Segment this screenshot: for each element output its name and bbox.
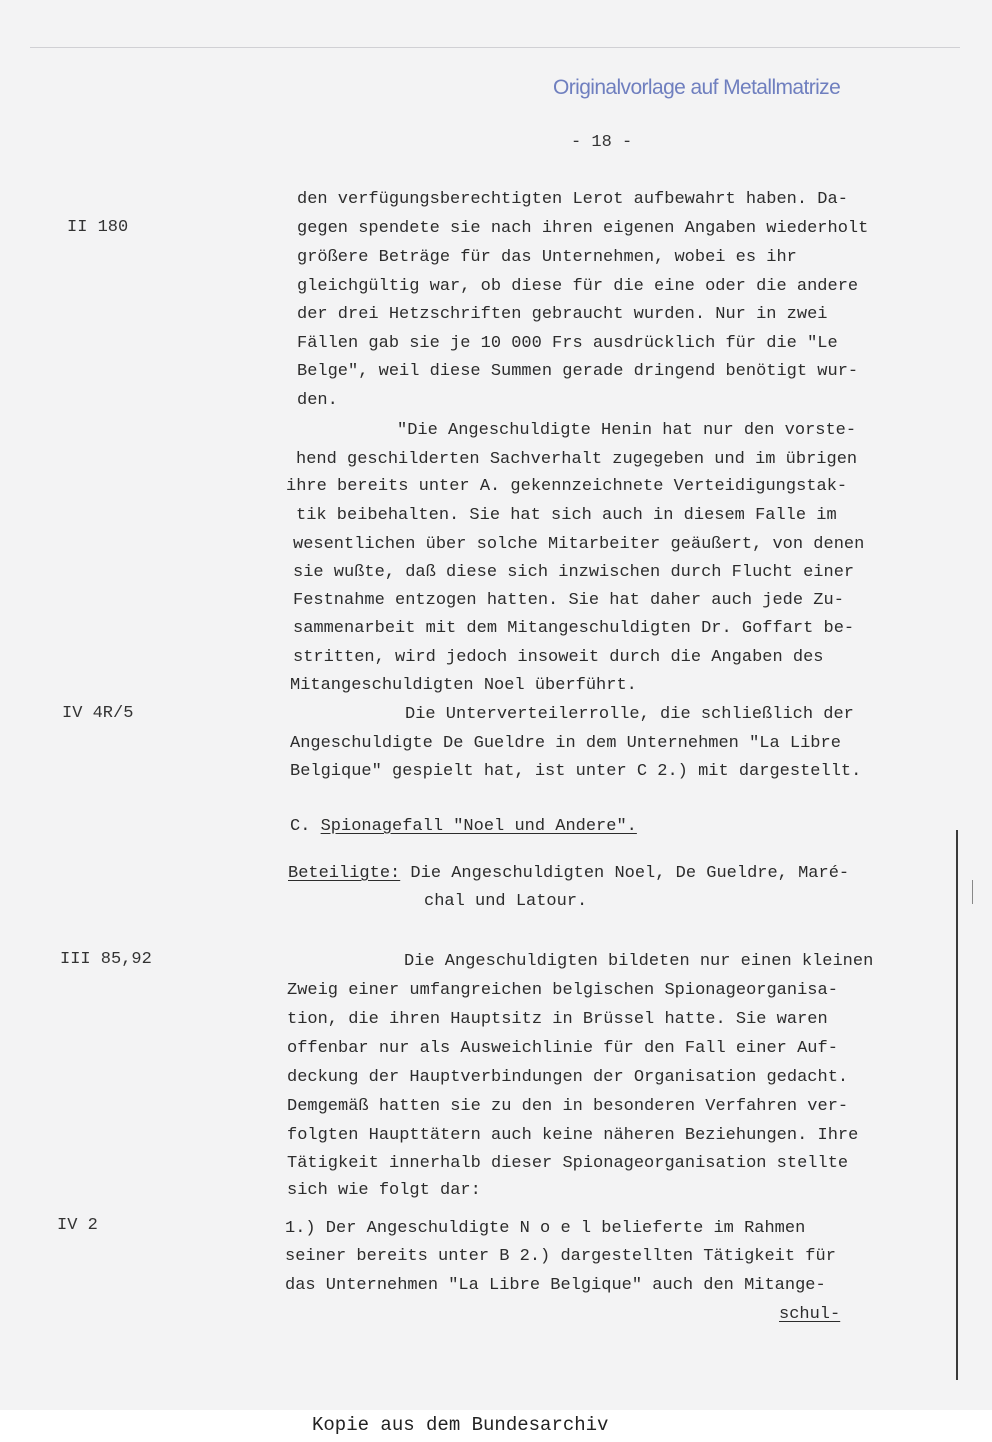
text-line: den. (297, 391, 338, 410)
participants-label: Beteiligte: (288, 864, 401, 883)
continuation-word: schul- (779, 1305, 841, 1324)
text-line: hend geschilderten Sachverhalt zugegeben und im übrigen (296, 450, 858, 469)
text-line: wesentlichen über solche Mitarbeiter geäußert, von denen (293, 535, 865, 554)
margin-ref: IV 2 (57, 1216, 98, 1235)
text-line: Tätigkeit innerhalb dieser Spionageorganisation stellte (287, 1154, 849, 1173)
text-line: größere Beträge für das Unternehmen, wobei es ihr (297, 248, 797, 267)
margin-ref: II 180 (67, 218, 129, 237)
text-line: Mitangeschuldigten Noel überführt. (290, 676, 637, 695)
page-side-edge (956, 830, 958, 1380)
text-line: Festnahme entzogen hatten. Sie hat daher auch jede Zu- (293, 591, 844, 610)
text-line: den verfügungsberechtigten Lerot aufbewahrt haben. Da- (297, 190, 848, 209)
page-number: - 18 - (571, 133, 633, 152)
text-line: Demgemäß hatten sie zu den in besonderen Verfahren ver- (287, 1097, 849, 1116)
margin-mark (972, 880, 973, 904)
text-line: Die Unterverteilerrolle, die schließlich der (405, 705, 854, 724)
text-line: tik beibehalten. Sie hat sich auch in diesem Falle im (296, 506, 837, 525)
archive-footer: Kopie aus dem Bundesarchiv (312, 1414, 609, 1436)
text-line: folgten Haupttätern auch keine näheren Beziehungen. Ihre (287, 1126, 859, 1145)
text-line: Die Angeschuldigten bildeten nur einen kleinen (404, 952, 874, 971)
text-line: Belgique" gespielt hat, ist unter C 2.) mit dargestellt. (290, 762, 862, 781)
section-heading (290, 817, 637, 837)
text-line: 1.) Der Angeschuldigte N o e l belieferte im Rahmen (285, 1219, 806, 1238)
text-line: Fällen gab sie je 10 000 Frs ausdrücklich für die "Le (297, 334, 838, 353)
text-line: ihre bereits unter A. gekennzeichnete Verteidigungstak- (286, 477, 848, 496)
text-line: sie wußte, daß diese sich inzwischen durch Flucht einer (293, 563, 855, 582)
section-prefix: C. (290, 817, 311, 836)
text-line: tion, die ihren Hauptsitz in Brüssel hatte. Sie waren (287, 1010, 828, 1029)
text-line: chal und Latour. (424, 892, 588, 911)
text-line: Angeschuldigte De Gueldre in dem Unternehmen "La Libre (290, 734, 841, 753)
participants-names: Die Angeschuldigten Noel, De Gueldre, Maré- (410, 864, 850, 883)
text-line: gleichgültig war, ob diese für die eine oder die andere (297, 277, 859, 296)
margin-ref: III 85,92 (60, 950, 152, 969)
text-line: stritten, wird jedoch insoweit durch die Angaben des (293, 648, 824, 667)
metal-matrix-stamp: Originalvorlage auf Metallmatrize (553, 76, 841, 99)
text-line: das Unternehmen "La Libre Belgique" auch den Mitange- (285, 1276, 826, 1295)
text-line: der drei Hetzschriften gebraucht wurden. Nur in zwei (297, 305, 828, 324)
participants-line (288, 864, 849, 884)
text-line: seiner bereits unter B 2.) dargestellten Tätigkeit für (285, 1247, 836, 1266)
margin-ref: IV 4R/5 (62, 704, 134, 723)
text-line: Belge", weil diese Summen gerade dringend benötigt wur- (297, 362, 859, 381)
text-line: Zweig einer umfangreichen belgischen Spionageorganisa- (287, 981, 838, 1000)
page-top-edge (30, 47, 960, 48)
text-line: sammenarbeit mit dem Mitangeschuldigten Dr. Goffart be- (293, 619, 855, 638)
section-title: Spionagefall "Noel und Andere". (320, 817, 637, 836)
text-line: gegen spendete sie nach ihren eigenen Angaben wiederholt (297, 219, 869, 238)
text-line: "Die Angeschuldigte Henin hat nur den vorste- (397, 421, 857, 440)
text-line: offenbar nur als Ausweichlinie für den Fall einer Auf- (287, 1039, 838, 1058)
text-line: deckung der Hauptverbindungen der Organisation gedacht. (287, 1068, 849, 1087)
text-line: sich wie folgt dar: (287, 1181, 481, 1200)
